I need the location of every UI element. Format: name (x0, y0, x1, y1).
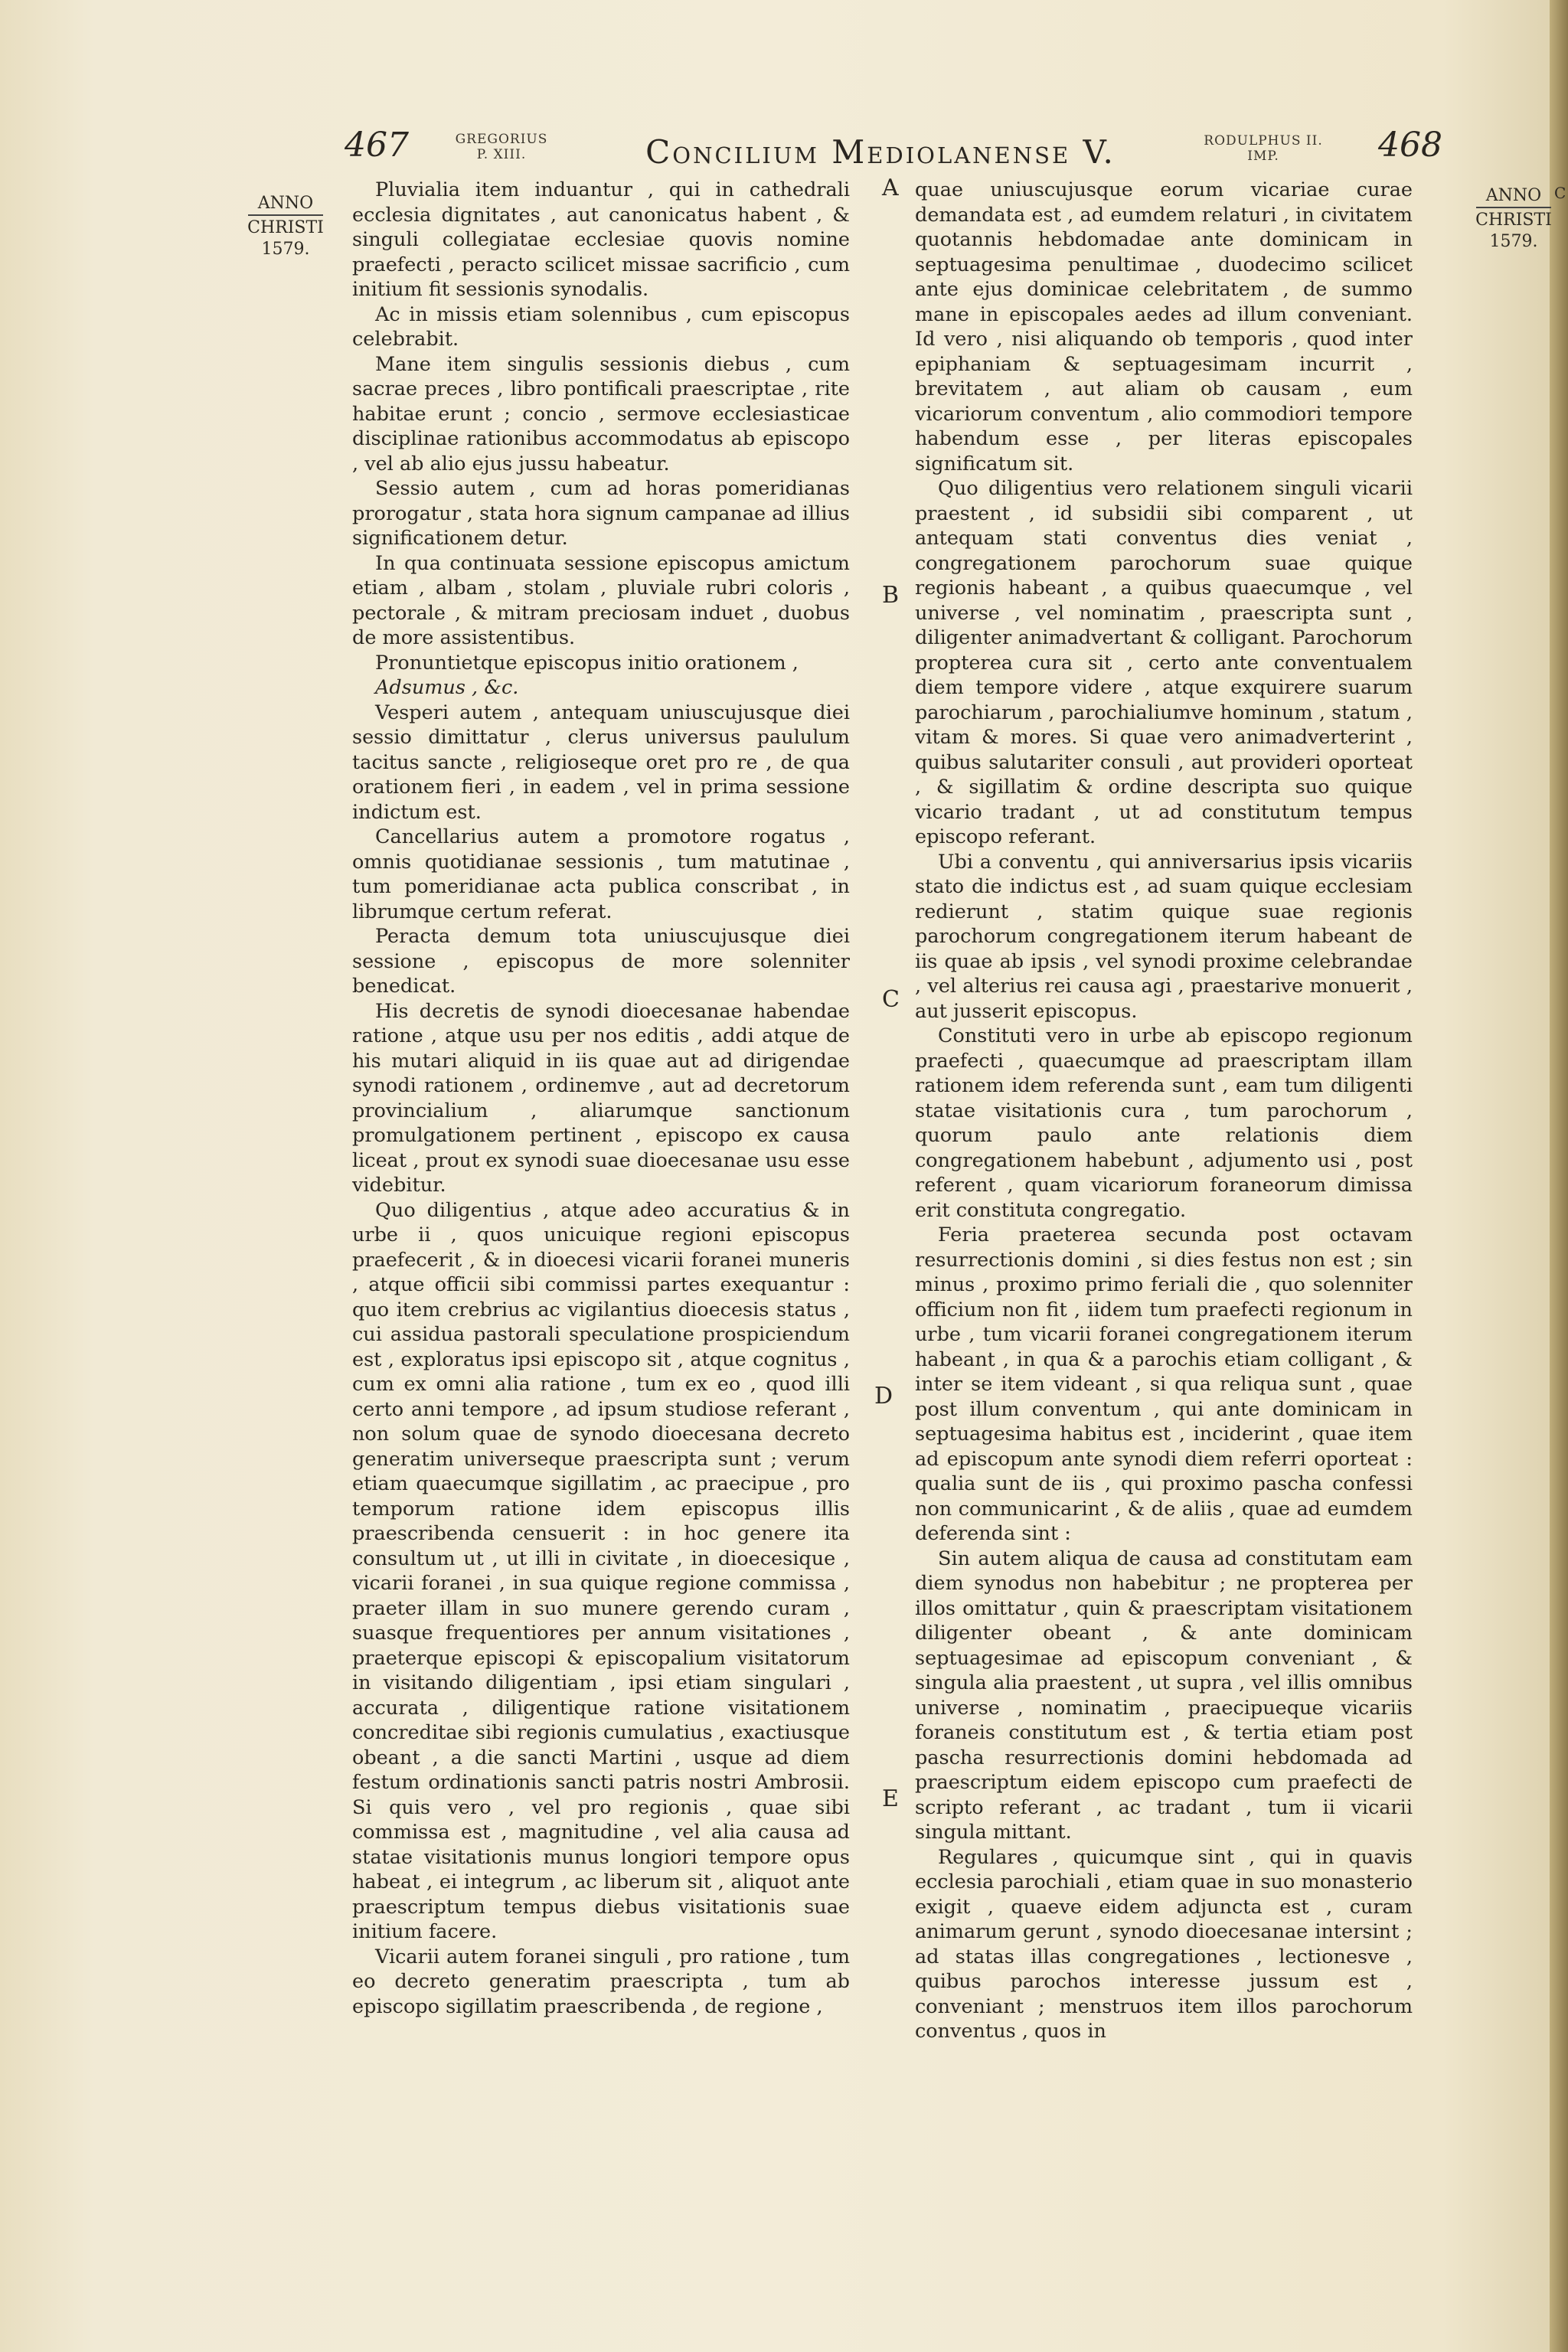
paragraph: Mane item singulis sessionis diebus , cum sacrae preces , libro pontificali praescriptae , rite habitae erunt ; concio , sermove ecclesiasticae disciplinae rationibus accommodatus ab episcopo , vel ab alio ejus jussu habeatur. (352, 352, 850, 475)
prayer-incipit: Adsumus , &c. (375, 676, 519, 699)
year-note-left (243, 193, 328, 260)
paragraph: Sessio autem , cum ad horas pomeridianas prorogatur , stata hora signum campanae ad illius significationem detur. (352, 477, 850, 550)
year-note-christi: CHRISTI (247, 218, 324, 237)
section-letter-c: C (882, 986, 900, 1013)
paragraph: Ubi a conventu , qui anniversarius ipsis vicariis stato die indictus est , ad suam quique ecclesiam redierunt , statim quique suae regionis parochorum congregationem iterum habeant de iis quae ab ipsis , vel synodi proxime celebrandae , vel alterius rei causa agi , praestarive monuerit , aut jusserit episcopus. (915, 850, 1413, 1023)
paragraph: Peracta demum tota uniuscujusque diei sessione , episcopus de more solenniter benedicat. (352, 925, 850, 998)
year-note-year: 1579. (1489, 232, 1538, 251)
emperor-title: IMP. (1247, 149, 1279, 164)
year-note-christi: CHRISTI (1475, 211, 1552, 230)
paragraph: Regulares , quicumque sint , qui in quavis ecclesia parochiali , etiam quae in suo monasterio exigit , quaeve eidem adjuncta est , curam animarum gerunt , synodo dioecesanae intersint ; ad statas illas congregationes , lectionesve , quibus parochos interesse jussum est , conveniant ; menstruos item illos parochorum conventus , quos in (915, 1845, 1413, 2043)
section-letter-e: E (882, 1785, 899, 1812)
year-note-rule: ANNO (1476, 185, 1551, 208)
text-column-left (352, 178, 850, 2019)
adjacent-page-fragment: C (1554, 184, 1566, 202)
emperor-heading (1194, 133, 1332, 164)
paragraph: Constituti vero in urbe ab episcopo regionum praefecti , quaecumque ad praescriptam illam rationem idem referenda sunt , eam tum diligenti statae visitationis cura , tum parochorum , quorum paulo ante relationis diem congregationem habebunt , adjumento usi , post referent , quam vicariorum foraneorum dimissa erit constituta congregatio. (915, 1024, 1413, 1222)
paragraph: His decretis de synodi dioecesanae habendae ratione , atque usu per nos editis , addi atque de his mutari aliquid in iis quae aut ad dirigendae synodi rationem , ordinemve , aut ad decretorum provincialium , aliarumque sanctionum promulgationem pertinent , episcopo ex causa liceat , prout ex synodi suae dioecesanae usu esse videbitur. (352, 999, 850, 1197)
paragraph: Pronuntietque episcopus initio orationem , (375, 651, 799, 675)
council-title: Concilium Mediolanense V. (645, 133, 1116, 171)
section-letter-b: B (882, 582, 900, 609)
paragraph: In qua continuata sessione episcopus amictum etiam , albam , stolam , pluviale rubri coloris , pectorale , & mitram preciosam induet , duobus de more assistentibus. (352, 551, 850, 649)
page-number-right: 468 (1378, 126, 1442, 165)
year-note-year: 1579. (261, 240, 310, 259)
paragraph: Quo diligentius , atque adeo accuratius & in urbe ii , quos unicuique regioni episcopus praefecerit , & in dioecesi vicarii foranei muneris , atque officii sibi commissi partes exequantur : quo item crebrius ac vigilantius dioecesis status , cui assidua pastorali speculatione prospiciendum est , exploratus ipsi episcopo sit , atque cognitus , cum ex omni alia ratione , tum ex eo , quod illi certo anni tempore , ad ipsum studiose referant , non solum quae de synodo dioecesana decreto generatim universeque praescripta sunt ; verum etiam quaecumque sigillatim , ac praecipue , pro temporum ratione idem episcopus illis praescribenda censuerit : in hoc genere ita consultum ut , ut illi in civitate , in dioecesique , vicarii foranei , in sua quique regione commissa , praeter illam in suo munere gerendo curam , suasque frequentiores per annum visitationes , praeterque episcopi & episcopalium visitatorum in visitando diligentiam , ipsi etiam singulari , accurata , diligentique ratione visitationem concreditae sibi regionis cumulatius , exactiusque obeant , a die sancti Martini , usque ad diem festum ordinationis sancti patris nostri Ambrosii. Si quis vero , vel pro regionis , quae sibi commissa est , magnitudine , vel alia causa ad statae visitationis munus longiori tempore opus habeat , ei integrum , ac liberum sit , aliquot ante praescriptum tempus diebus visitationis suae initium facere. (352, 1198, 850, 1943)
running-header (0, 122, 1568, 176)
paragraph: Pluvialia item induantur , qui in cathedrali ecclesia dignitates , aut canonicatus habent , & singuli collegiatae ecclesiae quovis nomine praefecti , peracto scilicet missae sacrificio , cum initium fit sessionis synodalis. (352, 178, 850, 301)
page-number-left: 467 (345, 126, 409, 165)
paragraph: Quo diligentius vero relationem singuli vicarii praestent , id subsidii sibi comparent , ut antequam stati conventus dies veniat , congregationem parochorum suae quique regionis habeant , a quibus quaecumque , vel universe , vel nominatim , praescripta sunt , diligenter animadvertant & colligant. Parochorum propterea cura sit , certo ante conventualem diem tempore videre , atque exquirere suarum parochiarum , parochialiumve hominum , statum , vitam & mores. Si quae vero animadverterint , quibus salutariter consuli , aut provideri oporteat , & sigillatim & ordine descripta suo quique vicario tradant , ut ad constitutum tempus episcopo referant. (915, 477, 1413, 848)
year-note-right (1472, 185, 1556, 253)
paragraph: Cancellarius autem a promotore rogatus , omnis quotidianae sessionis , tum matutinae , tum pomeridianae acta publica conscribat , in librumque certum referat. (352, 825, 850, 923)
emperor-name: RODULPHUS II. (1204, 133, 1323, 149)
pope-number: P. XIII. (476, 147, 527, 162)
section-letter-d: D (874, 1383, 893, 1410)
page-binding-edge (1550, 0, 1568, 2352)
paragraph: Feria praeterea secunda post octavam resurrectionis domini , si dies festus non est ; sin minus , proximo primo feriali die , quo solenniter officium non fit , iidem tum praefecti regionum in urbe , tum vicarii foranei congregationem iterum habeant , in qua & a parochis etiam colligant , & inter se item videant , si qua reliqua sunt , quae post illum conventum , qui ante dominicam in septuagesima habitus est , inciderint , quae item ad episcopum ante synodi diem referri oporteat : qualia sunt de iis , qui proximo pascha confessi non communicarint , & de aliis , quae ad eumdem deferenda sint : (915, 1223, 1413, 1545)
section-letter-a: A (882, 175, 899, 201)
paragraph-continued: quae uniuscujusque eorum vicariae curae demandata est , ad eumdem relaturi , in civitatem quotannis hebdomadae ante dominicam in septuagesima penultimae , duodecimo scilicet ante ejus dominicae celebritatem , de summo mane in episcopales aedes ad illum conveniant. Id vero , nisi aliquando ob temporis , quod inter epiphaniam & septuagesimam incurrit , brevitatem , aut aliam ob causam , eum vicariorum conventum , alio commodiori tempore habendum esse , per literas episcopales significatum sit. (915, 178, 1413, 475)
paragraph: Ac in missis etiam solennibus , cum episcopus celebrabit. (352, 302, 850, 351)
paragraph: Vesperi autem , antequam uniuscujusque diei sessio dimittatur , clerus universus paululum tacitus sancte , religioseque oret pro re , de qua orationem fieri , in eadem , vel in prima sessione indictum est. (352, 701, 850, 824)
paragraph: Vicarii autem foranei singuli , pro ratione , tum eo decreto generatim praescripta , tum ab episcopo sigillatim praescribenda , de regione , (352, 1945, 850, 2018)
text-column-right (915, 178, 1413, 2044)
year-note-rule: ANNO (248, 193, 323, 216)
paragraph: Sin autem aliqua de causa ad constitutam eam diem synodus non habebitur ; ne propterea per illos omittatur , quin & praescriptam visitationem diligenter obeant , & ante dominicam septuagesimae ad episcopum conveniant , & singula alia praestent , ut supra , vel illis omnibus universe , nominatim , praecipueque vicariis foraneis constitutum est , & tertia etiam post pascha resurrectionis domini hebdomada ad praescriptum eidem episcopo cum praefecti de scripto referant , ac tradant , tum ii vicarii singula mittant. (915, 1547, 1413, 1844)
pope-name: GREGORIUS (455, 132, 548, 147)
pope-heading (440, 132, 563, 162)
